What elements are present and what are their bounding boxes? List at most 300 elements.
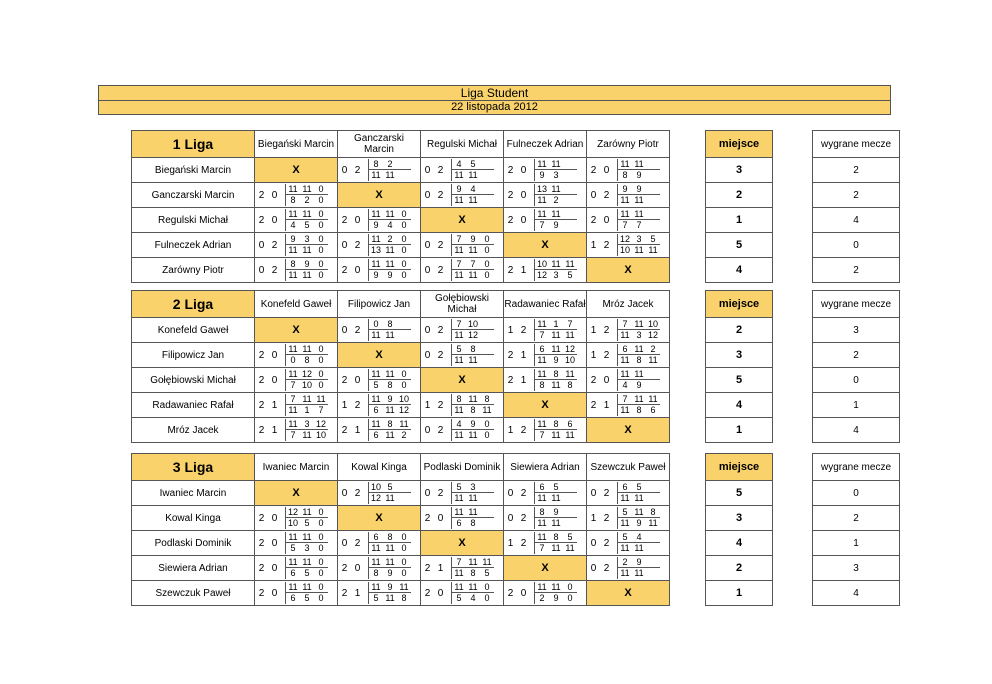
set-scores (368, 319, 411, 341)
set-score-player: 3 (632, 234, 646, 245)
set-score-opponent: 0 (318, 245, 324, 255)
set-score-opponent: 11 (565, 430, 575, 440)
match-result-cell (587, 393, 670, 418)
sets-won: 0 (424, 239, 431, 251)
set-scores (534, 419, 577, 441)
set-score-opponent: 10 (564, 355, 575, 365)
wins-header: wygrane mecze (813, 454, 900, 481)
set-score-player: 10 (370, 482, 381, 492)
set-score-opponent: 2 (401, 430, 407, 440)
set-score-opponent: 0 (484, 430, 490, 440)
set-score-opponent: 8 (387, 380, 393, 390)
set-score-player: 11 (452, 507, 466, 518)
match-result-cell (338, 208, 421, 233)
set-score-player: 0 (397, 209, 411, 220)
set-score-opponent (397, 330, 411, 341)
match-result-cell (587, 343, 670, 368)
set-score-player: 10 (647, 319, 658, 329)
wins-header: wygrane mecze (813, 131, 900, 158)
match-result-cell (255, 208, 338, 233)
wins-header: wygrane mecze (813, 291, 900, 318)
sets-lost: 2 (437, 164, 444, 176)
set-score-player: 4 (452, 159, 466, 170)
set-score-opponent: 11 (551, 518, 561, 528)
sets-won: 2 (507, 374, 514, 386)
set-score-player (646, 532, 660, 543)
place-value: 1 (706, 581, 773, 606)
table-row (132, 233, 670, 258)
set-scores (368, 557, 411, 579)
match-result-cell (421, 581, 504, 606)
set-scores (285, 557, 328, 579)
set-score-player: 2 (646, 344, 660, 355)
set-score-player: 1 (549, 319, 563, 330)
set-score-player: 11 (314, 394, 328, 405)
match-result-cell (255, 531, 338, 556)
match-result-cell (421, 318, 504, 343)
set-score-player (397, 482, 411, 493)
sets-won: 0 (424, 487, 431, 499)
set-score-opponent: 11 (288, 245, 298, 255)
set-scores (534, 369, 577, 391)
set-score-opponent: 11 (634, 195, 644, 205)
set-score-opponent (563, 518, 577, 529)
set-score-player: 5 (563, 532, 577, 543)
set-score-opponent: 5 (456, 593, 462, 603)
set-score-opponent: 6 (456, 518, 462, 528)
set-score-opponent: 11 (454, 405, 464, 415)
set-score-player: 11 (300, 532, 314, 543)
set-score-player: 11 (535, 532, 549, 543)
set-scores (451, 507, 494, 529)
set-score-player: 11 (383, 369, 397, 380)
set-score-player (563, 507, 577, 518)
sets-won: 2 (258, 189, 265, 201)
set-scores (285, 394, 328, 416)
place-value: 4 (706, 258, 773, 283)
sets-lost: 0 (271, 374, 278, 386)
set-score-opponent: 11 (454, 245, 464, 255)
set-score-player: 0 (314, 344, 328, 355)
sets-lost: 2 (603, 562, 610, 574)
standings-table (705, 130, 900, 283)
set-score-player (480, 344, 494, 355)
set-score-opponent (563, 220, 577, 231)
column-header-player: Fulneczek Adrian (504, 131, 587, 158)
sets-lost: 2 (437, 399, 444, 411)
self-match-cell: X (338, 183, 421, 208)
set-score-player: 6 (369, 532, 383, 543)
set-score-opponent: 11 (468, 170, 478, 180)
set-score-player: 5 (549, 482, 563, 493)
match-result-cell (421, 418, 504, 443)
sets-won: 0 (424, 264, 431, 276)
set-score-player: 5 (646, 234, 660, 245)
sets-won: 1 (507, 424, 514, 436)
set-score-player: 9 (466, 234, 480, 245)
set-score-player (563, 184, 577, 195)
set-score-opponent (397, 170, 411, 181)
sets-won: 1 (507, 324, 514, 336)
set-score-opponent (563, 195, 577, 206)
sets-won: 0 (341, 324, 348, 336)
sets-won: 2 (341, 264, 348, 276)
sets-won: 1 (590, 324, 597, 336)
sets-won: 0 (341, 487, 348, 499)
set-scores (451, 582, 494, 604)
set-score-player: 6 (535, 344, 549, 355)
set-score-player: 11 (632, 344, 646, 355)
sets-lost: 2 (437, 264, 444, 276)
set-score-opponent: 10 (301, 380, 312, 390)
set-score-player (646, 557, 660, 568)
set-score-player: 2 (383, 234, 397, 245)
wins-value: 1 (813, 531, 900, 556)
match-result-cell (504, 531, 587, 556)
set-score-player: 8 (466, 344, 480, 355)
set-score-opponent: 0 (290, 355, 296, 365)
sets-lost: 2 (354, 324, 361, 336)
sets-won: 2 (258, 562, 265, 574)
set-score-player (646, 209, 660, 220)
row-header-player: Ganczarski Marcin (132, 183, 255, 208)
sets-lost: 0 (271, 189, 278, 201)
set-score-player: 11 (535, 582, 549, 593)
sets-won: 2 (258, 512, 265, 524)
sets-lost: 2 (603, 349, 610, 361)
sets-lost: 1 (354, 424, 361, 436)
sets-won: 2 (341, 374, 348, 386)
wins-value: 1 (813, 393, 900, 418)
set-score-opponent: 7 (290, 380, 296, 390)
set-score-player: 0 (314, 234, 328, 245)
column-header-player: Regulski Michał (421, 131, 504, 158)
sets-won: 0 (424, 424, 431, 436)
set-score-opponent (480, 518, 494, 529)
match-result-cell (504, 343, 587, 368)
sets-lost: 1 (271, 399, 278, 411)
set-scores (285, 209, 328, 231)
sets-lost: 0 (603, 164, 610, 176)
set-scores (368, 259, 411, 281)
sets-lost: 2 (354, 487, 361, 499)
place-value: 2 (706, 183, 773, 208)
sets-won: 1 (590, 239, 597, 251)
set-score-player: 3 (300, 234, 314, 245)
set-score-player: 11 (549, 209, 563, 220)
set-score-player: 4 (466, 184, 480, 195)
set-score-opponent: 11 (468, 355, 478, 365)
sets-won: 0 (590, 189, 597, 201)
row-header-player: Fulneczek Adrian (132, 233, 255, 258)
match-result-cell (338, 481, 421, 506)
sets-won: 0 (341, 537, 348, 549)
set-score-opponent: 11 (454, 430, 464, 440)
set-score-opponent: 11 (537, 355, 547, 365)
set-score-player: 7 (618, 319, 632, 330)
wins-value: 4 (813, 208, 900, 233)
match-result-cell (338, 318, 421, 343)
set-score-player: 11 (549, 344, 563, 355)
set-score-player: 8 (549, 419, 563, 430)
set-score-opponent: 9 (373, 270, 379, 280)
set-score-opponent: 11 (551, 380, 561, 390)
sets-lost: 2 (520, 487, 527, 499)
set-score-player: 11 (397, 582, 411, 593)
set-score-opponent: 7 (318, 405, 324, 415)
set-score-player: 11 (535, 369, 549, 380)
set-scores (285, 234, 328, 256)
set-score-player: 11 (300, 209, 314, 220)
self-match-cell: X (587, 581, 670, 606)
match-result-cell (421, 393, 504, 418)
set-score-player: 11 (618, 369, 632, 380)
set-score-player: 9 (632, 557, 646, 568)
match-result-cell (504, 258, 587, 283)
sets-lost: 2 (271, 239, 278, 251)
column-header-player: Gołębiowski Michał (421, 291, 504, 318)
self-match-cell: X (421, 531, 504, 556)
set-score-opponent: 11 (468, 270, 478, 280)
set-score-player: 8 (646, 507, 660, 518)
table-row (132, 343, 670, 368)
place-value: 5 (706, 481, 773, 506)
set-scores (451, 159, 494, 181)
set-score-opponent: 11 (468, 430, 478, 440)
set-score-opponent: 9 (387, 270, 393, 280)
match-result-cell (338, 158, 421, 183)
set-score-player: 11 (300, 507, 314, 518)
set-score-opponent: 11 (385, 493, 395, 503)
set-score-player: 5 (452, 482, 466, 493)
match-result-cell (421, 556, 504, 581)
self-match-cell: X (338, 343, 421, 368)
set-score-player: 11 (549, 159, 563, 170)
column-header-player: Ganczarski Marcin (338, 131, 421, 158)
set-score-player: 8 (383, 532, 397, 543)
wins-value: 2 (813, 258, 900, 283)
set-score-opponent: 2 (553, 195, 559, 205)
self-match-cell: X (338, 506, 421, 531)
set-scores (368, 159, 411, 181)
set-score-opponent: 5 (304, 593, 310, 603)
set-score-player: 11 (632, 159, 646, 170)
sets-lost: 0 (520, 164, 527, 176)
document-title: Liga Student (98, 85, 891, 101)
set-score-opponent: 11 (565, 543, 575, 553)
match-result-cell (255, 258, 338, 283)
set-score-player: 8 (452, 394, 466, 405)
set-score-opponent: 11 (634, 245, 644, 255)
set-scores (617, 532, 660, 554)
match-result-cell (255, 581, 338, 606)
set-score-opponent: 5 (304, 220, 310, 230)
set-score-opponent: 8 (567, 380, 573, 390)
sets-lost: 1 (520, 349, 527, 361)
set-scores (451, 234, 494, 256)
set-score-opponent: 11 (454, 195, 464, 205)
set-score-player: 5 (466, 159, 480, 170)
set-score-opponent: 11 (468, 493, 478, 503)
sets-won: 2 (590, 399, 597, 411)
set-scores (534, 259, 577, 281)
set-scores (451, 344, 494, 366)
sets-lost: 1 (271, 424, 278, 436)
wins-value: 4 (813, 418, 900, 443)
league-title: 2 Liga (132, 291, 255, 318)
table-row (132, 418, 670, 443)
set-score-player: 12 (315, 419, 326, 429)
results-grid (131, 130, 670, 283)
results-grid (131, 453, 670, 606)
sets-lost: 2 (603, 189, 610, 201)
sets-won: 0 (590, 487, 597, 499)
set-score-player: 11 (549, 184, 563, 195)
sets-won: 0 (258, 264, 265, 276)
match-result-cell (421, 258, 504, 283)
set-score-opponent: 8 (401, 593, 407, 603)
set-score-player (480, 184, 494, 195)
set-score-opponent: 11 (302, 430, 312, 440)
sets-won: 0 (424, 349, 431, 361)
set-scores (285, 507, 328, 529)
set-score-player: 9 (300, 259, 314, 270)
sets-won: 1 (590, 349, 597, 361)
set-scores (617, 557, 660, 579)
set-score-opponent: 11 (385, 405, 395, 415)
wins-value: 3 (813, 556, 900, 581)
set-score-opponent: 11 (371, 170, 381, 180)
set-score-player: 8 (369, 159, 383, 170)
sets-won: 0 (258, 239, 265, 251)
sets-lost: 2 (437, 239, 444, 251)
set-score-opponent: 3 (553, 170, 559, 180)
match-result-cell (338, 233, 421, 258)
set-score-opponent: 10 (619, 245, 630, 255)
match-result-cell (338, 531, 421, 556)
sets-won: 2 (507, 587, 514, 599)
set-score-opponent (646, 170, 660, 181)
column-header-player: Podlaski Dominik (421, 454, 504, 481)
column-header-player: Siewiera Adrian (504, 454, 587, 481)
set-score-opponent: 9 (553, 593, 559, 603)
wins-value: 3 (813, 318, 900, 343)
set-score-opponent (397, 493, 411, 504)
set-score-opponent: 11 (454, 355, 464, 365)
sets-won: 2 (341, 562, 348, 574)
set-score-opponent: 0 (318, 568, 324, 578)
sets-lost: 2 (520, 512, 527, 524)
set-score-player: 11 (383, 209, 397, 220)
sets-won: 0 (507, 512, 514, 524)
sets-lost: 0 (271, 562, 278, 574)
set-score-player: 11 (286, 184, 300, 195)
set-score-opponent: 9 (636, 518, 642, 528)
set-score-opponent: 11 (454, 270, 464, 280)
set-score-player: 11 (549, 582, 563, 593)
set-score-player: 11 (646, 394, 660, 405)
sets-won: 0 (341, 164, 348, 176)
set-score-opponent: 2 (539, 593, 545, 603)
match-result-cell (338, 368, 421, 393)
sets-won: 0 (424, 164, 431, 176)
column-header-player: Zarówny Piotr (587, 131, 670, 158)
set-score-player: 11 (618, 209, 632, 220)
set-score-opponent: 7 (539, 543, 545, 553)
set-score-player: 11 (535, 419, 549, 430)
match-result-cell (504, 368, 587, 393)
sets-won: 2 (590, 374, 597, 386)
sets-won: 0 (424, 189, 431, 201)
place-value: 3 (706, 506, 773, 531)
sets-lost: 0 (354, 214, 361, 226)
match-result-cell (338, 418, 421, 443)
row-header-player: Filipowicz Jan (132, 343, 255, 368)
set-score-opponent: 9 (539, 170, 545, 180)
match-result-cell (587, 531, 670, 556)
set-scores (368, 532, 411, 554)
sets-won: 1 (341, 399, 348, 411)
set-score-player: 7 (452, 234, 466, 245)
row-header-player: Zarówny Piotr (132, 258, 255, 283)
set-score-opponent: 0 (484, 245, 490, 255)
sets-lost: 0 (520, 587, 527, 599)
set-score-player: 11 (286, 419, 300, 430)
sets-lost: 1 (520, 374, 527, 386)
set-score-opponent (646, 380, 660, 391)
set-score-player (646, 369, 660, 380)
set-score-opponent: 11 (648, 355, 658, 365)
set-score-player: 11 (286, 532, 300, 543)
sets-lost: 2 (520, 537, 527, 549)
set-score-player: 6 (563, 419, 577, 430)
wins-value: 2 (813, 506, 900, 531)
row-header-player: Siewiera Adrian (132, 556, 255, 581)
set-score-player: 11 (563, 369, 577, 380)
set-scores (451, 482, 494, 504)
sets-won: 2 (258, 587, 265, 599)
match-result-cell (338, 393, 421, 418)
table-row (132, 158, 670, 183)
set-score-opponent (480, 330, 494, 341)
set-score-opponent: 3 (553, 270, 559, 280)
set-score-opponent: 11 (620, 518, 630, 528)
set-score-player: 12 (619, 234, 630, 244)
set-score-player: 0 (314, 532, 328, 543)
set-scores (368, 394, 411, 416)
set-score-player: 0 (314, 557, 328, 568)
set-score-opponent: 11 (454, 493, 464, 503)
league-title: 3 Liga (132, 454, 255, 481)
set-score-player: 7 (452, 259, 466, 270)
sets-won: 2 (258, 374, 265, 386)
self-match-cell: X (587, 258, 670, 283)
set-scores (368, 234, 411, 256)
match-result-cell (255, 233, 338, 258)
set-scores (534, 184, 577, 206)
set-score-player: 9 (466, 419, 480, 430)
set-score-player: 9 (383, 582, 397, 593)
self-match-cell: X (587, 418, 670, 443)
set-score-opponent: 8 (636, 405, 642, 415)
sets-lost: 0 (354, 264, 361, 276)
set-score-opponent: 0 (318, 355, 324, 365)
results-grid (131, 290, 670, 443)
sets-lost: 2 (354, 164, 361, 176)
set-score-player: 0 (369, 319, 383, 330)
set-score-player: 0 (480, 234, 494, 245)
match-result-cell (421, 233, 504, 258)
